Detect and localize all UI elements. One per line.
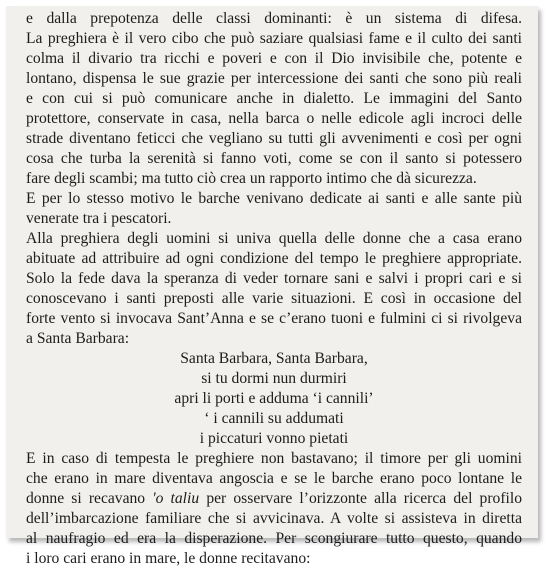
text-line: E in caso di tempesta le preghiere non bastavano; il timore per gli uomini bbox=[26, 450, 522, 467]
text-line: E per lo stesso motivo le barche venivano dedicate ai santi e alle sante più bbox=[26, 190, 522, 207]
text-line bbox=[26, 489, 522, 509]
text-line: Solo la fede dava la speranza di veder tornare sani e salvi i propri cari e si bbox=[26, 270, 522, 287]
text-line: lontano, dispensa le sue grazie per intercessione dei santi che sono più reali bbox=[26, 70, 522, 87]
text-line: abituate ad attribuire ad ogni condizione del tempo le preghiere appropriate. bbox=[26, 250, 522, 267]
text-segment: donne si recavano bbox=[26, 490, 153, 507]
verse-line: apri li porti e adduma ‘i cannili’ bbox=[174, 390, 374, 407]
text-line: Alla preghiera degli uomini si univa quella delle donne che a casa erano bbox=[26, 230, 522, 247]
text-line: venerate tra i pescatori. bbox=[26, 210, 172, 227]
verse-line: i piccaturi vonno pietati bbox=[199, 430, 349, 447]
text-segment: per osservare l’orizzonte alla ricerca del profilo bbox=[199, 490, 522, 507]
text-line: a Santa Barbara: bbox=[26, 330, 130, 347]
verse-line: si tu dormi nun durmiri bbox=[201, 370, 347, 387]
text-line: protettore, conservate in casa, nella barca o nelle edicole agli incroci delle bbox=[26, 110, 522, 127]
text-line: dell’imbarcazione familiare che si avvicinava. A volte si assisteva in diretta bbox=[26, 510, 522, 527]
italic-dialect-term: 'o taliu bbox=[152, 490, 200, 507]
text-line: che erano in mare diventava angoscia e se le barche erano poco lontane le bbox=[26, 470, 522, 487]
scanned-page bbox=[6, 6, 538, 567]
text-line: conoscevano i santi preposti alle varie situazioni. E così in occasione del bbox=[26, 290, 522, 307]
text-line: strade diventano feticci che vegliano su tutti gli avvenimenti e così per ogni bbox=[26, 130, 522, 147]
text-line: e con cui si può comunicare anche in dialetto. Le immagini del Santo bbox=[26, 90, 522, 107]
prayer-verse bbox=[26, 349, 522, 449]
verse-line: Santa Barbara, Santa Barbara, bbox=[180, 350, 368, 367]
text-line: al naufragio ed era la disperazione. Per scongiurare tutto questo, quando bbox=[26, 530, 522, 547]
page-text bbox=[26, 9, 522, 567]
text-line: fare degli scambi; ma tutto ciò crea un rapporto intimo che dà sicurezza. bbox=[26, 170, 477, 187]
text-line-cropped: i loro cari erano in mare, le donne recitavano: bbox=[26, 550, 311, 567]
text-line: forte vento si invocava Sant’Anna e se c’erano tuoni e fulmini ci si rivolgeva bbox=[26, 310, 522, 327]
text-line: colma il divario tra ricchi e poveri e con il Dio invisibile che, potente e bbox=[26, 50, 522, 67]
text-line: La preghiera è il vero cibo che può saziare qualsiasi fame e il culto dei santi bbox=[26, 30, 522, 47]
text-line: cosa che turba la serenità si fanno voti, come se con il santo si potessero bbox=[26, 150, 522, 167]
verse-line: ‘ i cannili su addumati bbox=[204, 410, 344, 427]
text-line: e dalla prepotenza delle classi dominanti: è un sistema di difesa. bbox=[26, 10, 522, 27]
